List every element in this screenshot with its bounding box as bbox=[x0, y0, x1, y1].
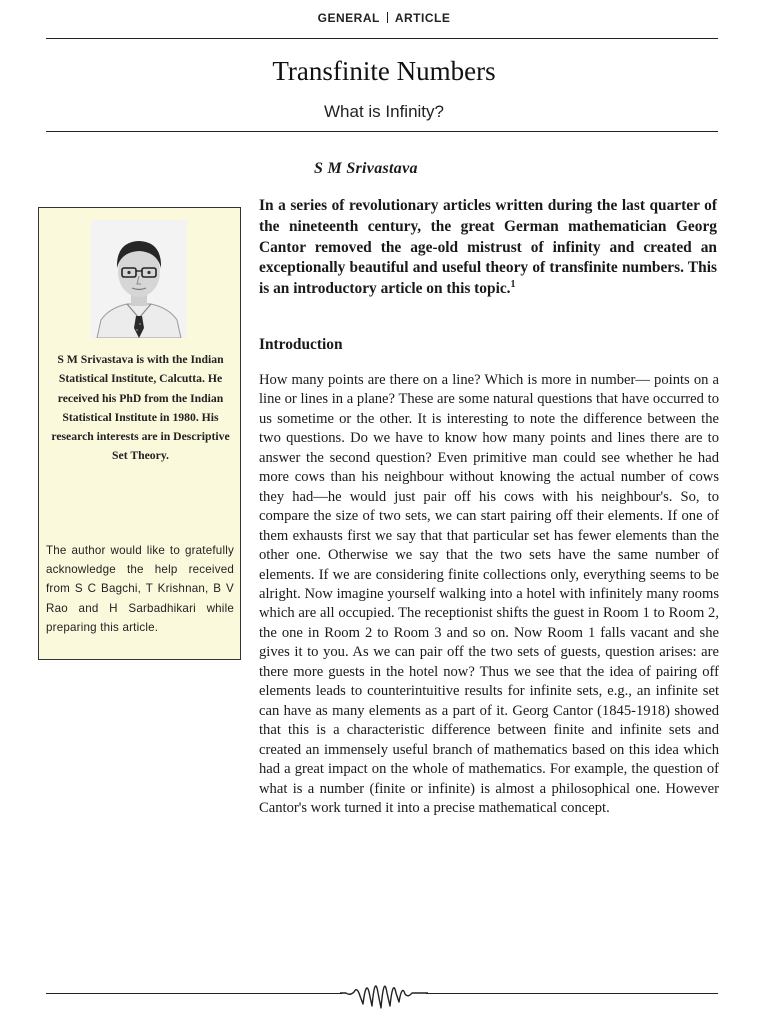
section-label-article: ARTICLE bbox=[394, 11, 451, 25]
body-paragraph: How many points are there on a line? Which is more in number— points on a line or lines in a plane? These are some natural questions that have occurred to us sometime or the other. It is interesting to note the difference between the two questions. Do we have to know how many points and lines there are to answer the second question? Even primitive man could see whether he had more cows than his neighbour without knowing the actual number of cows they had—he would just pair off his cows with his neighbour's. So, to compare the size of two sets, we can start pairing off their elements. If one of them exhausts first we say that that particular set has fewer elements than the other one. Otherwise we say that the two sets have the same number of elements. If we are considering finite collections only, everything seems to be alright. Now imagine yourself walking into a hotel with infinitely many rooms which are all occupied. The receptionist shifts the guest in Room 1 to Room 2, the one in Room 2 to Room 3 and so on. Now Room 1 falls vacant and she gives it to you. As we can pair off the two sets of guests, question arises: are there more guests in the hotel now? Thus we see that the idea of pairing off elements leads to counterintuitive results for infinite sets, e.g., an infinite set can have as many elements as a part of it. Georg Cantor (1845-1918) showed that this is a characteristic difference between finite and infinite sets and created an immensely useful branch of mathematics based on this idea which had a great impact on the whole of mathematics. For example, the question of what is a number (finite or infinite) is almost a philosophical one. However Cantor's work turned it into a precise mathematical concept. bbox=[259, 372, 719, 816]
abstract bbox=[259, 196, 717, 300]
footer-rule-left bbox=[46, 993, 342, 994]
section-label bbox=[0, 11, 768, 25]
author-bio: S M Srivastava is with the Indian Statistical Institute, Calcutta. He received his PhD from the Indian Statistical Institute in 1980. His research interests are in Descriptive Set Theory. bbox=[51, 353, 230, 463]
header-top-rule bbox=[46, 38, 718, 39]
footer-rule-right bbox=[426, 993, 718, 994]
author-sidebar bbox=[38, 207, 241, 660]
footer-wave-ornament-icon bbox=[340, 972, 428, 1014]
article-subtitle: What is Infinity? bbox=[324, 102, 444, 121]
section-heading: Introduction bbox=[259, 336, 343, 353]
author-name: S M Srivastava bbox=[314, 160, 418, 177]
acknowledgement: The author would like to gratefully acknowledge the help received from S C Bagchi, T Krishnan, B V Rao and H Sarbadhikari while preparing this article. bbox=[46, 544, 234, 634]
section-label-general: GENERAL bbox=[317, 11, 380, 25]
title-bottom-rule bbox=[46, 131, 718, 132]
author-photo bbox=[91, 220, 187, 338]
author-portrait-icon bbox=[91, 220, 187, 338]
section-label-separator bbox=[387, 12, 388, 23]
abstract-text: In a series of revolutionary articles written during the last quarter of the nineteenth century, the great German mathematician Georg Cantor removed the age-old mistrust of infinity and created an exceptionally beautiful and useful theory of transfinite numbers. This is an introductory article on this topic. bbox=[259, 197, 717, 298]
footnote-marker: 1 bbox=[510, 279, 516, 291]
article-title: Transfinite Numbers bbox=[272, 56, 496, 86]
